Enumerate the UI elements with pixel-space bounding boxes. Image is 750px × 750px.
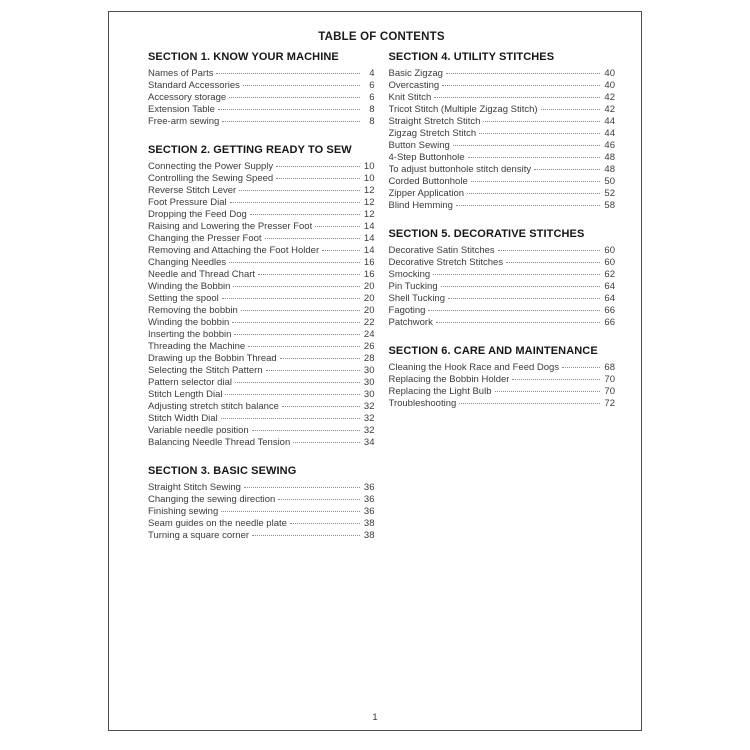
dot-leader <box>483 121 600 122</box>
toc-entry-page: 62 <box>604 269 615 280</box>
toc-entry-label: Standard Accessories <box>148 80 240 91</box>
dot-leader <box>252 535 359 536</box>
dot-leader <box>258 274 359 275</box>
dot-leader <box>248 346 359 347</box>
toc-entry <box>148 341 375 353</box>
toc-entry-page: 36 <box>363 506 375 517</box>
toc-entry-page: 26 <box>363 341 375 352</box>
toc-entry-label: Basic Zigzag <box>388 68 443 79</box>
page-content <box>109 12 641 558</box>
toc-entry-label: Stitch Length Dial <box>148 389 223 400</box>
toc-entry <box>148 269 375 281</box>
dot-leader <box>468 157 600 158</box>
toc-entry-label: Accessory storage <box>148 92 227 103</box>
dot-leader <box>433 274 600 275</box>
toc-entry <box>148 329 375 341</box>
dot-leader <box>265 238 360 239</box>
toc-entry-page: 12 <box>363 197 375 208</box>
toc-entry-page: 68 <box>604 362 615 373</box>
dot-leader <box>216 73 359 74</box>
toc-entry <box>148 425 375 437</box>
toc-entry <box>389 245 616 257</box>
toc-entry-page: 48 <box>604 164 615 175</box>
dot-leader <box>436 322 600 323</box>
toc-entry <box>148 68 375 80</box>
dot-leader <box>534 169 600 170</box>
toc-entry-page: 4 <box>369 68 375 79</box>
toc-entry-page: 60 <box>604 257 615 268</box>
toc-entry <box>148 293 375 305</box>
toc-entry <box>148 530 375 542</box>
dot-leader <box>293 442 359 443</box>
section-heading: SECTION 1. KNOW YOUR MACHINE <box>148 51 339 63</box>
toc-entry <box>389 188 616 200</box>
toc-entry-label: Raising and Lowering the Presser Foot <box>148 221 313 232</box>
toc-entry <box>148 365 375 377</box>
dot-leader <box>506 262 600 263</box>
toc-entry-page: 10 <box>363 161 375 172</box>
section-entries <box>148 161 375 449</box>
dot-leader <box>221 511 359 512</box>
dot-leader <box>250 214 360 215</box>
dot-leader <box>434 97 600 98</box>
dot-leader <box>280 358 360 359</box>
toc-entry-page: 32 <box>363 401 375 412</box>
toc-entry-label: Stitch Width Dial <box>148 413 218 424</box>
toc-entry-label: Replacing the Bobbin Holder <box>388 374 510 385</box>
toc-entry-page: 44 <box>604 116 615 127</box>
toc-entry-page: 40 <box>604 80 615 91</box>
toc-entry-label: Drawing up the Bobbin Thread <box>148 353 277 364</box>
toc-entry-label: 4-Step Buttonhole <box>388 152 465 163</box>
toc-section <box>389 51 616 212</box>
dot-leader <box>232 322 359 323</box>
dot-leader <box>244 487 360 488</box>
dot-leader <box>562 367 600 368</box>
dot-leader <box>541 109 600 110</box>
toc-entry <box>148 221 375 233</box>
toc-entry-label: Seam guides on the needle plate <box>148 518 287 529</box>
toc-entry-label: Reverse Stitch Lever <box>148 185 237 196</box>
toc-entry-page: 70 <box>604 386 615 397</box>
toc-entry-page: 28 <box>363 353 375 364</box>
toc-entry-page: 38 <box>363 518 375 529</box>
toc-entry-page: 60 <box>604 245 615 256</box>
dot-leader <box>229 262 359 263</box>
dot-leader <box>448 298 600 299</box>
dot-leader <box>241 310 360 311</box>
toc-entry-page: 14 <box>363 245 375 256</box>
toc-entry-page: 30 <box>363 377 375 388</box>
toc-entry-label: Overcasting <box>388 80 440 91</box>
toc-entry <box>389 128 616 140</box>
toc-entry <box>148 413 375 425</box>
toc-entry-label: Smocking <box>388 269 431 280</box>
toc-entry-label: Fagoting <box>388 305 426 316</box>
toc-entry-label: To adjust buttonhole stitch density <box>388 164 532 175</box>
toc-entry-page: 14 <box>363 221 375 232</box>
dot-leader <box>467 193 600 194</box>
toc-entry <box>148 161 375 173</box>
dot-leader <box>252 430 360 431</box>
dot-leader <box>225 394 359 395</box>
toc-section <box>389 345 616 410</box>
toc-entry-page: 72 <box>604 398 615 409</box>
toc-entry <box>148 209 375 221</box>
toc-entry-page: 20 <box>363 293 375 304</box>
dot-leader <box>239 190 359 191</box>
toc-entry <box>148 353 375 365</box>
manual-toc-page <box>108 11 642 731</box>
dot-leader <box>282 406 360 407</box>
section-heading: SECTION 5. DECORATIVE STITCHES <box>388 228 585 240</box>
toc-entry-label: Replacing the Light Bulb <box>388 386 492 397</box>
toc-entry-label: Shell Tucking <box>388 293 446 304</box>
toc-entry-page: 52 <box>604 188 615 199</box>
toc-entry-page: 32 <box>363 425 375 436</box>
toc-entry <box>148 317 375 329</box>
toc-entry <box>148 281 375 293</box>
toc-entry-page: 12 <box>363 209 375 220</box>
toc-entry <box>389 140 616 152</box>
toc-entry <box>389 92 616 104</box>
toc-entry-page: 36 <box>363 494 375 505</box>
dot-leader <box>495 391 601 392</box>
section-entries <box>389 245 616 329</box>
toc-entry <box>389 281 616 293</box>
toc-section <box>148 144 375 449</box>
toc-entry-page: 24 <box>363 329 375 340</box>
dot-leader <box>230 202 360 203</box>
toc-entry-label: Straight Stretch Stitch <box>388 116 481 127</box>
toc-entry <box>148 305 375 317</box>
toc-entry-page: 14 <box>363 233 375 244</box>
toc-entry-label: Balancing Needle Thread Tension <box>148 437 291 448</box>
toc-entry <box>389 116 616 128</box>
toc-section <box>148 51 375 128</box>
toc-entry-label: Patchwork <box>388 317 433 328</box>
toc-entry-label: Dropping the Feed Dog <box>148 209 247 220</box>
section-heading: SECTION 2. GETTING READY TO SEW <box>148 144 352 156</box>
toc-entry-label: Selecting the Stitch Pattern <box>148 365 263 376</box>
toc-entry-page: 46 <box>604 140 615 151</box>
toc-entry-label: Cleaning the Hook Race and Feed Dogs <box>388 362 560 373</box>
section-entries <box>389 68 616 212</box>
toc-entry <box>148 401 375 413</box>
toc-entry <box>148 245 375 257</box>
toc-entry-page: 38 <box>363 530 375 541</box>
dot-leader <box>266 370 360 371</box>
toc-column-right <box>389 51 616 558</box>
section-heading: SECTION 6. CARE AND MAINTENANCE <box>388 345 598 357</box>
toc-entry <box>148 518 375 530</box>
toc-entry-label: Changing the Presser Foot <box>148 233 262 244</box>
dot-leader <box>218 109 360 110</box>
dot-leader <box>471 181 600 182</box>
dot-leader <box>441 286 600 287</box>
toc-entry <box>148 185 375 197</box>
toc-entry-label: Zigzag Stretch Stitch <box>388 128 477 139</box>
toc-entry <box>389 164 616 176</box>
section-entries <box>148 68 375 128</box>
dot-leader <box>276 178 359 179</box>
toc-entry <box>148 389 375 401</box>
dot-leader <box>498 250 600 251</box>
dot-leader <box>222 121 359 122</box>
toc-entry <box>148 92 375 104</box>
toc-column-left <box>148 51 375 558</box>
toc-entry <box>148 506 375 518</box>
toc-entry-page: 20 <box>363 305 375 316</box>
toc-entry <box>389 386 616 398</box>
toc-entry-page: 6 <box>369 80 375 91</box>
toc-entry-page: 64 <box>604 281 615 292</box>
toc-entry-label: Removing and Attaching the Foot Holder <box>148 245 320 256</box>
toc-entry <box>389 293 616 305</box>
toc-entry-label: Finishing sewing <box>148 506 219 517</box>
toc-entry-label: Variable needle position <box>148 425 249 436</box>
toc-entry-label: Adjusting stretch stitch balance <box>148 401 279 412</box>
toc-entry <box>389 104 616 116</box>
toc-entry <box>148 173 375 185</box>
toc-entry-page: 36 <box>363 482 375 493</box>
toc-entry <box>389 152 616 164</box>
toc-entry-label: Pin Tucking <box>388 281 438 292</box>
toc-entry <box>148 197 375 209</box>
toc-entry-label: Knit Stitch <box>388 92 432 103</box>
toc-entry-label: Straight Stitch Sewing <box>148 482 241 493</box>
toc-entry-page: 10 <box>363 173 375 184</box>
toc-entry-label: Foot Pressure Dial <box>148 197 227 208</box>
toc-entry <box>148 494 375 506</box>
dot-leader <box>322 250 359 251</box>
dot-leader <box>442 85 600 86</box>
dot-leader <box>456 205 600 206</box>
toc-entry-page: 42 <box>604 104 615 115</box>
toc-entry <box>148 233 375 245</box>
toc-entry-page: 16 <box>363 257 375 268</box>
dot-leader <box>290 523 360 524</box>
dot-leader <box>235 382 360 383</box>
toc-entry-page: 22 <box>363 317 375 328</box>
toc-entry-page: 30 <box>363 389 375 400</box>
toc-entry-page: 8 <box>369 116 375 127</box>
toc-entry-page: 48 <box>604 152 615 163</box>
toc-entry <box>148 80 375 92</box>
toc-entry-label: Inserting the bobbin <box>148 329 232 340</box>
dot-leader <box>446 73 600 74</box>
toc-entry-label: Tricot Stitch (Multiple Zigzag Stitch) <box>388 104 538 115</box>
toc-entry-label: Troubleshooting <box>388 398 457 409</box>
dot-leader <box>222 298 360 299</box>
toc-entry-page: 32 <box>363 413 375 424</box>
toc-entry <box>389 80 616 92</box>
toc-entry-page: 50 <box>604 176 615 187</box>
toc-entry <box>148 482 375 494</box>
toc-entry-page: 12 <box>363 185 375 196</box>
dot-leader <box>479 133 600 134</box>
toc-entry-label: Free-arm sewing <box>148 116 220 127</box>
toc-entry-label: Decorative Satin Stitches <box>388 245 495 256</box>
dot-leader <box>276 166 359 167</box>
toc-entry-label: Corded Buttonhole <box>388 176 468 187</box>
toc-entry-label: Changing Needles <box>148 257 227 268</box>
toc-entry-page: 40 <box>604 68 615 79</box>
page-number: 1 <box>372 712 378 723</box>
toc-entry <box>389 374 616 386</box>
toc-entry-page: 58 <box>604 200 615 211</box>
toc-entry-page: 70 <box>604 374 615 385</box>
section-heading: SECTION 3. BASIC SEWING <box>148 465 297 477</box>
dot-leader <box>459 403 600 404</box>
toc-columns <box>148 51 615 558</box>
dot-leader <box>278 499 359 500</box>
toc-entry-label: Turning a square corner <box>148 530 250 541</box>
page-title: TABLE OF CONTENTS <box>318 31 445 43</box>
toc-entry-label: Decorative Stretch Stitches <box>388 257 504 268</box>
toc-entry <box>148 377 375 389</box>
toc-entry <box>389 257 616 269</box>
toc-entry-label: Names of Parts <box>148 68 214 79</box>
toc-entry <box>389 317 616 329</box>
toc-entry-page: 44 <box>604 128 615 139</box>
toc-section <box>148 465 375 542</box>
toc-entry-page: 34 <box>363 437 375 448</box>
toc-entry <box>148 437 375 449</box>
toc-entry-label: Pattern selector dial <box>148 377 232 388</box>
toc-entry-label: Button Sewing <box>388 140 450 151</box>
toc-entry <box>389 398 616 410</box>
toc-entry-page: 8 <box>369 104 375 115</box>
toc-entry-label: Needle and Thread Chart <box>148 269 256 280</box>
toc-entry-label: Removing the bobbin <box>148 305 238 316</box>
dot-leader <box>229 97 359 98</box>
toc-entry-label: Winding the bobbin <box>148 317 230 328</box>
toc-entry <box>389 200 616 212</box>
toc-entry-label: Setting the spool <box>148 293 219 304</box>
toc-entry-page: 66 <box>604 305 615 316</box>
toc-entry-label: Zipper Application <box>388 188 465 199</box>
dot-leader <box>234 334 359 335</box>
toc-entry <box>148 257 375 269</box>
section-heading: SECTION 4. UTILITY STITCHES <box>388 51 555 63</box>
toc-section <box>389 228 616 329</box>
toc-entry-page: 64 <box>604 293 615 304</box>
dot-leader <box>512 379 600 380</box>
toc-entry <box>389 269 616 281</box>
dot-leader <box>233 286 359 287</box>
toc-entry-page: 20 <box>363 281 375 292</box>
toc-entry <box>148 104 375 116</box>
toc-entry <box>389 362 616 374</box>
toc-entry-page: 16 <box>363 269 375 280</box>
toc-entry-page: 30 <box>363 365 375 376</box>
section-entries <box>389 362 616 410</box>
toc-entry <box>148 116 375 128</box>
toc-entry-label: Controlling the Sewing Speed <box>148 173 274 184</box>
toc-entry-label: Threading the Machine <box>148 341 246 352</box>
toc-entry-label: Changing the sewing direction <box>148 494 276 505</box>
section-entries <box>148 482 375 542</box>
toc-entry-label: Extension Table <box>148 104 215 115</box>
dot-leader <box>243 85 360 86</box>
toc-entry-label: Blind Hemming <box>388 200 453 211</box>
dot-leader <box>221 418 360 419</box>
toc-entry <box>389 68 616 80</box>
dot-leader <box>453 145 600 146</box>
toc-entry-label: Connecting the Power Supply <box>148 161 274 172</box>
toc-entry <box>389 176 616 188</box>
toc-entry <box>389 305 616 317</box>
toc-entry-label: Winding the Bobbin <box>148 281 231 292</box>
toc-entry-page: 6 <box>369 92 375 103</box>
toc-entry-page: 66 <box>604 317 615 328</box>
dot-leader <box>428 310 600 311</box>
dot-leader <box>315 226 359 227</box>
toc-entry-page: 42 <box>604 92 615 103</box>
